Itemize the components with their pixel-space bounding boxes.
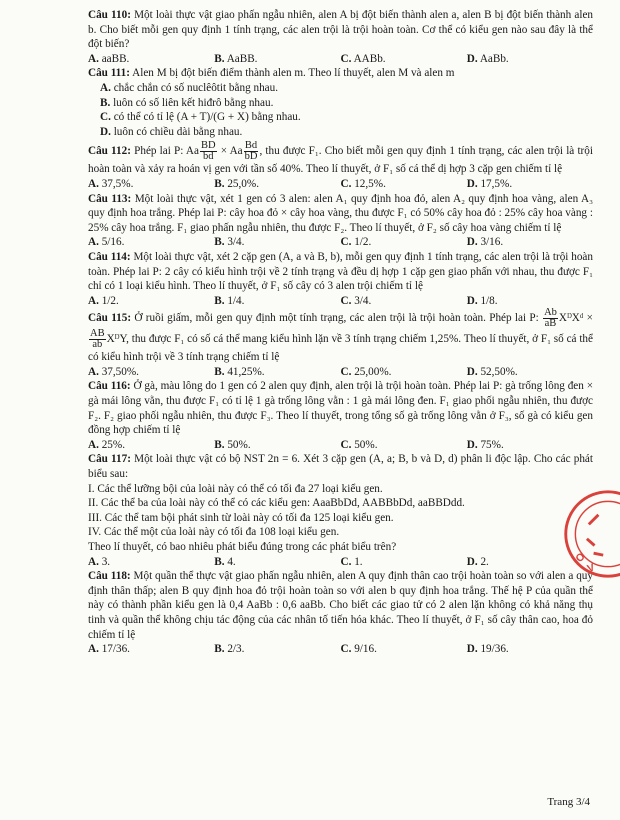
option-c[interactable]: C. 9/16. <box>340 643 377 656</box>
question-111 <box>88 66 593 139</box>
question-text: , thu được F₁. Cho biết mỗi gen quy định 1 tính trạng, các alen trội là trội hoàn toàn và xảy ra hoán vị gen với tần số 40%. Theo lí thuyết, ở F₁ số cá thể dị hợp 3 cặp gen chiếm tỉ lệ <box>88 145 593 176</box>
answer-options <box>88 438 593 453</box>
option-a[interactable]: A. aaBB. <box>88 52 130 65</box>
question-label: Câu 117: <box>88 453 131 466</box>
option-b[interactable]: B. AaBB. <box>214 52 258 65</box>
option-a[interactable]: A. 1/2. <box>88 294 119 307</box>
statement-item: IV. Các thể một của loài này có tối đa 108 loại kiểu gen. <box>88 526 340 539</box>
question-113 <box>88 192 593 250</box>
option-d[interactable]: D. 1/8. <box>466 294 498 307</box>
question-text: Alen M bị đột biến điểm thành alen m. Theo lí thuyết, alen M và alen m <box>132 67 455 80</box>
option-b[interactable]: B. 2/3. <box>214 643 245 656</box>
svg-text:O: O <box>573 550 588 566</box>
question-label: Câu 118: <box>88 570 131 583</box>
option-a[interactable]: A. 3. <box>88 555 111 568</box>
question-prompt: Theo lí thuyết, có bao nhiêu phát biểu đúng trong các phát biểu trên? <box>88 541 397 553</box>
red-stamp-seal <box>560 486 620 582</box>
answer-options <box>88 177 593 192</box>
question-116 <box>88 379 593 452</box>
answer-options <box>88 642 593 657</box>
answer-options <box>88 52 593 67</box>
question-117 <box>88 452 593 569</box>
answer-options <box>88 294 593 309</box>
question-114 <box>88 250 593 308</box>
question-112: Câu 112: Phép lai P: Aa $\frac{BD}{bd}$ × Aa $\frac{Bd}{bD}$ , thu được F₁. Cho biết mỗi gen quy định 1 tính trạng, các alen trội là trội hoàn toàn và xảy ra hoán vị gen với tần số 40%. Theo lí thuyết, ở F₁ số cá thể dị hợp 3 cặp gen chiếm tỉ lệ A. 37,5%. B. 25,0%. C. 12,5%. D. 17,5%. <box>88 140 593 190</box>
statement-item: III. Các thể tam bội phát sinh từ loài này có tối đa 125 loại kiểu gen. <box>88 511 394 524</box>
genotype-fraction: $\frac{BD}{bd}$ <box>200 140 216 163</box>
option-b[interactable]: B. luôn có số liên kết hiđrô bằng nhau. <box>100 96 274 109</box>
option-b[interactable]: B. 41,25%. <box>214 365 265 378</box>
question-label: Câu 112: <box>88 145 131 158</box>
option-c[interactable]: C. có thể có tỉ lệ (A + T)/(G + X) bằng nhau. <box>100 111 301 124</box>
question-label: Câu 115: <box>88 312 132 325</box>
option-d[interactable]: D. luôn có chiều dài bằng nhau. <box>100 125 243 138</box>
option-b[interactable]: B. 50%. <box>214 438 251 451</box>
question-label: Câu 110: <box>88 9 131 21</box>
question-115: Câu 115: Ở ruồi giấm, mỗi gen quy định một tính trạng, các alen trội là trội hoàn toàn. Phép lai P: $\frac{Ab}{aB}$ XᴰXᵈ × $\frac{AB}{ab}$ XᴰY, thu được F₁ có số cá thể mang kiểu hình lặn về 3 tính trạng chiếm 1,25%. Theo lí thuyết, ở F₁ số cá thể có kiểu hình trội về 3 tính trạng chiếm tỉ lệ A. 37,50%. B. 41,25%. C. 25,00%. D. 52,50%. <box>88 307 593 378</box>
statement-item: II. Các thể ba của loài này có thể có các kiểu gen: AaaBbDd, AABBbDd, aaBBDdd. <box>88 497 465 510</box>
svg-text:V: V <box>585 561 597 576</box>
option-c[interactable]: C. 50%. <box>340 438 378 451</box>
option-c[interactable]: C. 1/2. <box>340 236 372 249</box>
question-text: Ở gà, màu lông do 1 gen có 2 alen quy định, alen trội là trội hoàn toàn. Phép lai P: gà trống lông đen × gà mái lông vằn, thu được F₁ có tỉ lệ 1 gà trống lông vằn : 1 gà mái lông đen. F₁ giao phối ngẫu nhiên, thu được F₂. F₂ giao phối ngẫu nhiên, thu được F₃. Theo lí thuyết, trong tổng số gà trống lông vằn ở F₃, số gà có kiểu gen đồng hợp chiếm tỉ lệ <box>88 380 594 437</box>
genotype-fraction: $\frac{Ab}{aB}$ <box>544 307 557 330</box>
question-110 <box>88 8 593 66</box>
option-d[interactable]: D. 2. <box>466 555 489 568</box>
option-d[interactable]: D. 3/16. <box>466 236 504 249</box>
question-118 <box>88 569 593 657</box>
option-b[interactable]: B. 25,0%. <box>214 177 260 190</box>
genotype-fraction: $\frac{Bd}{bD}$ <box>244 140 258 163</box>
answer-options <box>88 81 593 139</box>
answer-options <box>88 235 593 250</box>
statement-item: I. Các thể lưỡng bội của loài này có thể có tối đa 27 loại kiểu gen. <box>88 482 383 495</box>
question-text: Một loài thực vật, xét 2 cặp gen (A, a và B, b), mỗi gen quy định 1 tính trạng, các alen trội là trội hoàn toàn. Phép lai P: 2 cây có kiểu hình trội về 2 tính trạng và đều dị hợp 1 cặp gen giao phấn với nhau, thu được F₁ chỉ có 1 loại kiểu hình. Theo lí thuyết, ở F₁ số cây có 3 alen trội chiếm tỉ lệ <box>88 250 593 293</box>
option-c[interactable]: C. 1. <box>340 555 363 568</box>
answer-options <box>88 365 593 380</box>
question-label: Câu 116: <box>88 380 131 393</box>
page-number: Trang 3/4 <box>547 796 590 808</box>
option-d[interactable]: D. 75%. <box>466 438 504 451</box>
option-a[interactable]: A. 25%. <box>88 438 125 451</box>
question-list <box>88 8 593 657</box>
option-a[interactable]: A. 17/36. <box>88 643 130 656</box>
question-text: Một quần thể thực vật giao phấn ngẫu nhiên, alen A quy định thân cao trội hoàn toàn so với alen a quy định thân thấp; alen B quy định hoa đỏ trội hoàn toàn so với alen b quy định hoa trắng. Thế hệ P của quần thể này có thành phần kiểu gen là 0,4 AaBb : 0,6 aaBb. Cho biết các giao tử có 2 alen lặn không có khả năng thụ tinh và quần thể không chịu tác động của các nhân tố tiến hóa khác. Theo lí thuyết, ở F₁ số cây thân cao, hoa đỏ chiếm tỉ lệ <box>88 570 593 641</box>
option-d[interactable]: D. 19/36. <box>466 643 509 656</box>
option-a[interactable]: A. 37,5%. <box>88 177 134 190</box>
option-c[interactable]: C. AABb. <box>340 52 386 65</box>
option-d[interactable]: D. AaBb. <box>466 52 509 65</box>
option-b[interactable]: B. 3/4. <box>214 236 245 249</box>
option-d[interactable]: D. 17,5%. <box>466 177 513 190</box>
question-text: Một loài thực vật, xét 1 gen có 3 alen: alen A₁ quy định hoa đỏ, alen A₂ quy định hoa vàng, alen A₃ quy định hoa trắng. Phép lai P: cây hoa đỏ × cây hoa vàng, thu được F₁ có 50% cây hoa đỏ : 25% cây hoa vàng : 25% cây hoa trắng. F₁ giao phấn ngẫu nhiên, thu được F₂. Theo lí thuyết, ở F₂ số cây hoa vàng chiếm tỉ lệ <box>88 192 593 234</box>
option-c[interactable]: C. 3/4. <box>340 294 372 307</box>
question-text: Một loài thực vật giao phấn ngẫu nhiên, alen A bị đột biến thành alen a, alen B bị đột biến thành alen b. Cho biết mỗi gen quy định 1 tính trạng, các alen trội là trội hoàn toàn. Cơ thể có kiểu gen nào sau đây là thể đột biến? <box>88 9 594 51</box>
question-label: Câu 114: <box>88 250 131 263</box>
question-label: Câu 111: <box>88 67 130 80</box>
statement-list <box>88 482 593 540</box>
option-a[interactable]: A. 37,50%. <box>88 365 139 378</box>
question-text: Một loài thực vật có bộ NST 2n = 6. Xét 3 cặp gen (A, a; B, b và D, d) phân li độc lập. Cho các phát biểu sau: <box>88 453 593 481</box>
option-b[interactable]: B. 4. <box>214 555 236 568</box>
option-c[interactable]: C. 12,5%. <box>340 177 386 190</box>
question-label: Câu 113: <box>88 192 132 205</box>
option-c[interactable]: C. 25,00%. <box>340 365 392 378</box>
option-b[interactable]: B. 1/4. <box>214 294 245 307</box>
option-a[interactable]: A. chắc chắn có số nuclêôtit bằng nhau. <box>100 81 279 94</box>
option-a[interactable]: A. 5/16. <box>88 236 125 249</box>
answer-options <box>88 555 593 570</box>
question-text: XᴰY, thu được F₁ có số cá thể mang kiểu hình lặn về 3 tính trạng chiếm 1,25%. Theo lí thuyết, ở F₁ số cá thể có kiểu hình trội về 3 tính trạng chiếm tỉ lệ <box>88 333 593 364</box>
genotype-fraction: $\frac{AB}{ab}$ <box>90 328 105 351</box>
option-d[interactable]: D. 52,50%. <box>466 365 518 378</box>
